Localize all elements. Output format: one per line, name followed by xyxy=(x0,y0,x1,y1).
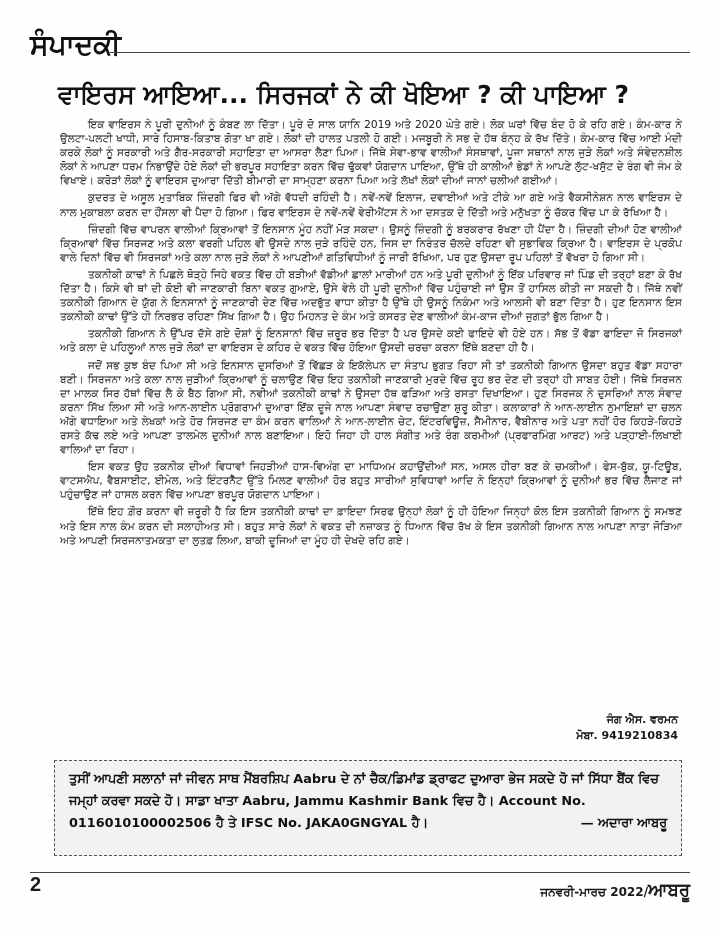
paragraph-1: ਇਕ ਵਾਇਰਸ ਨੇ ਪੂਰੀ ਦੁਨੀਆਂ ਨੂੰ ਕੰਬਣ ਲਾ ਦਿੱਤਾ। ਪੂਰੇ ਦੋ ਸਾਲ ਯਾਨਿ 2019 ਅਤੇ 2020 ਘੇਤੇ ਗਏ। ਲੋਕ ਘਰਾਂ ਵਿੱਚ ਬੰਦ ਹੋ ਕੇ ਰਹਿ ਗਏ। ਕੰਮ-ਕਾਰ ਨੇ ਉਲਟਾ-ਪਲਟੀ ਖਾਧੀ, ਸਾਰੇ ਹਿਸਾਬ-ਕਿਤਾਬ ਗੋਤਾ ਖਾ ਗਏ। ਲੋਕਾਂ ਦੀ ਹਾਲਤ ਪਤਲੀ ਹੋ ਗਈ। ਮਜਬੂਰੀ ਨੇ ਸਭ ਦੇ ਹੱਥ ਬੰਨ੍ਹ ਕੇ ਰੱਖ ਦਿੱਤੇ। ਕੰਮ-ਕਾਰ ਵਿੱਚ ਆਈ ਮੰਦੀ ਕਰਕੇ ਲੋਕਾਂ ਨੂੰ ਸਰਕਾਰੀ ਅਤੇ ਗੈਰ-ਸਰਕਾਰੀ ਸਹਾਇਤਾ ਦਾ ਆਸਰਾ ਲੈਣਾ ਪਿਆ। ਜਿੱਥੇ ਸੇਵਾ-ਭਾਵ ਵਾਲੀਆਂ ਸੰਸਥਾਵਾਂ, ਪੂਜਾ ਸਥਾਨਾਂ ਨਾਲ ਜੁੜੇ ਲੋਕਾਂ ਅਤੇ ਸੰਵੇਦਨਸ਼ੀਲ ਲੋਕਾਂ ਨੇ ਆਪਣਾ ਧਰਮ ਨਿਭਾਉਂਦੇ ਹੋਏ ਲੋਕਾਂ ਦੀ ਭਰਪੂਰ ਸਹਾਇਤਾ ਕਰਨ ਵਿੱਚ ਢੁੱਕਵਾਂ ਯੋਗਦਾਨ ਪਾਇਆ, ਉੱਥੇ ਹੀ ਕਾਲੀਆਂ ਭੇਡਾਂ ਨੇ ਆਪਣੇ ਲੁੱਟ-ਖਸੁੱਟ ਦੇ ਰੰਗ ਵੀ ਜੰਮ ਕੇ ਵਿਖਾਏ। ਕਰੋੜਾਂ ਲੋਕਾਂ ਨੂੰ ਵਾਇਰਸ ਦੁਆਰਾ ਦਿੱਤੀ ਬੀਮਾਰੀ ਦਾ ਸਾਮ੍ਹਣਾ ਕਰਨਾ ਪਿਆ ਅਤੇ ਲੱਖਾਂ ਲੋਕਾਂ ਦੀਆਂ ਜਾਨਾਂ ਚਲੀਆਂ ਗਈਆਂ। xyxy=(60,119,682,188)
section-label: ਸੰਪਾਦਕੀ xyxy=(30,28,121,61)
author-mobile: ਮੋਬਾ. 9419210834 xyxy=(576,729,678,742)
header-rule xyxy=(110,52,690,53)
headline: ਵਾਇਰਸ ਆਇਆ... ਸਿਰਜਕਾਂ ਨੇ ਕੀ ਖੋਇਆ ? ਕੀ ਪਾਇਆ ? xyxy=(58,80,630,109)
author-name: ਜੰਗ ਐਸ. ਵਰਮਨ xyxy=(606,713,678,726)
notice-credit: — ਅਦਾਰਾ ਆਬਰੂ xyxy=(580,816,667,831)
footer-issue xyxy=(540,880,690,901)
footer-rule xyxy=(30,872,690,873)
paragraph-3: ਜ਼ਿੰਦਗੀ ਵਿੱਚ ਵਾਪਰਨ ਵਾਲੀਆਂ ਕ੍ਰਿਆਵਾਂ ਤੋਂ ਇਨਸਾਨ ਮੂੰਹ ਨਹੀਂ ਮੋੜ ਸਕਦਾ। ਉਸਨੂੰ ਜ਼ਿੰਦਗੀ ਨੂੰ ਬਰਕਰਾਰ ਰੱਖਣਾ ਹੀ ਪੈਂਦਾ ਹੈ। ਜ਼ਿੰਦਗੀ ਦੀਆਂ ਹੋਣ ਵਾਲੀਆਂ ਕ੍ਰਿਆਵਾਂ ਵਿੱਚ ਸਿਰਜਣ ਅਤੇ ਕਲਾ ਵਰਗੀ ਪਹਿਲ ਵੀ ਉਸਦੇ ਨਾਲ ਜੁੜੇ ਰਹਿੰਦੇ ਹਨ, ਜਿਸ ਦਾ ਨਿਰੰਤਰ ਚੱਲਦੇ ਰਹਿਣਾ ਵੀ ਸੁਭਾਵਿਕ ਕ੍ਰਿਆ ਹੈ। ਵਾਇਰਸ ਦੇ ਪ੍ਰਕੋਪ ਵਾਲੇ ਦਿਨਾਂ ਵਿੱਚ ਵੀ ਸਿਰਜਕਾਂ ਅਤੇ ਕਲਾ ਨਾਲ ਜੁੜੇ ਲੋਕਾਂ ਨੇ ਆਪਣੀਆਂ ਗਤਿਵਿਧੀਆਂ ਨੂੰ ਜਾਰੀ ਰੱਖਿਆ, ਪਰ ਹੁਣ ਉਸਦਾ ਰੂਪ ਪਹਿਲਾਂ ਤੋਂ ਵੱਖਰਾ ਹੋ ਗਿਆ ਸੀ। xyxy=(60,223,682,264)
paragraph-4: ਤਕਨੀਕੀ ਕਾਢਾਂ ਨੇ ਪਿਛਲੇ ਥੋੜ੍ਹੇ ਜਿਹੇ ਵਕਤ ਵਿੱਚ ਹੀ ਬੜੀਆਂ ਵੱਡੀਆਂ ਛਾਲਾਂ ਮਾਰੀਆਂ ਹਨ ਅਤੇ ਪੂਰੀ ਦੁਨੀਆਂ ਨੂੰ ਇੱਕ ਪਰਿਵਾਰ ਜਾਂ ਪਿੰਡ ਦੀ ਤਰ੍ਹਾਂ ਬਣਾ ਕੇ ਰੱਖ ਦਿੱਤਾ ਹੈ। ਕਿਸੇ ਵੀ ਥਾਂ ਦੀ ਕੋਈ ਵੀ ਜਾਣਕਾਰੀ ਬਿਨਾ ਵਕਤ ਗੁਆਏ, ਉਸੇ ਵੇਲੇ ਹੀ ਪੂਰੀ ਦੁਨੀਆਂ ਵਿੱਚ ਪਹੁੰਚਾਈ ਜਾਂ ਉਸ ਤੋਂ ਹਾਸਿਲ ਕੀਤੀ ਜਾ ਸਕਦੀ ਹੈ। ਜਿੱਥੇ ਨਵੀਂ ਤਕਨੀਕੀ ਗਿਆਨ ਦੇ ਯੁੱਗ ਨੇ ਇਨਸਾਨਾਂ ਨੂੰ ਜਾਣਕਾਰੀ ਦੇਣ ਵਿੱਚ ਅਦਭੁੱਤ ਵਾਧਾ ਕੀਤਾ ਹੈ ਉੱਥੇ ਹੀ ਉਸਨੂੰ ਨਿਕੰਮਾ ਅਤੇ ਆਲਸੀ ਵੀ ਬਣਾ ਦਿੱਤਾ ਹੈ। ਹੁਣ ਇਨਸਾਨ ਇਸ ਤਕਨੀਕੀ ਕਾਢਾਂ ਉੱਤੇ ਹੀ ਨਿਰਭਰ ਰਹਿਣਾ ਸਿੱਖ ਗਿਆ ਹੈ। ਉਹ ਮਿਹਨਤ ਦੇ ਕੰਮ ਅਤੇ ਕਸਰਤ ਦੇਣ ਵਾਲੀਆਂ ਕੰਮ-ਕਾਜ ਦੀਆਂ ਜੁਗਤਾਂ ਭੁੱਲ ਗਿਆ ਹੈ। xyxy=(60,268,682,324)
paragraph-2: ਕੁਦਰਤ ਦੇ ਅਸੂਲ ਮੁਤਾਬਿਕ ਜ਼ਿੰਦਗੀ ਫਿਰ ਵੀ ਅੱਗੇ ਵੱਧਦੀ ਰਹਿੰਦੀ ਹੈ। ਨਵੇਂ-ਨਵੇਂ ਇਲਾਜ, ਦਵਾਈਆਂ ਅਤੇ ਟੀਕੇ ਆ ਗਏ ਅਤੇ ਵੈਕਸੀਨੇਸ਼ਨ ਨਾਲ ਵਾਇਰਸ ਦੇ ਨਾਲ ਮੁਕਾਬਲਾ ਕਰਨ ਦਾ ਹੌਂਸਲਾ ਵੀ ਪੈਦਾ ਹੋ ਗਿਆ। ਫਿਰ ਵਾਇਰਸ ਦੇ ਨਵੇਂ-ਨਵੇਂ ਵੇਰੀਐਂਟਸ ਨੇ ਆ ਦਸਤਕ ਦੇ ਦਿੱਤੀ ਅਤੇ ਮਨੁੱਖਤਾ ਨੂੰ ਚੱਕਰ ਵਿੱਚ ਪਾ ਕੇ ਰੱਖਿਆ ਹੈ। xyxy=(60,192,682,219)
notice-text: ਤੁਸੀਂ ਆਪਣੀ ਸਲਾਨਾਂ ਜਾਂ ਜੀਵਨ ਸਾਥ ਮੈਂਬਰਸ਼ਿਪ Aabru ਦੇ ਨਾਂ ਚੈਕ/ਡਿਮਾਂਡ ਡ੍ਰਾਫਟ ਦੁਆਰਾ ਭੇਜ ਸਕਦੇ ਹੋ ਜਾਂ ਸਿੱਧਾ ਬੈਂਕ ਵਿਚ ਜਮ੍ਹਾਂ ਕਰਵਾ ਸਕਦੇ ਹੋ। ਸਾਡਾ ਖਾਤਾ Aabru, Jammu Kashmir Bank ਵਿਚ ਹੈ। Account No. 0116010100002506 ਹੈ ਤੇ IFSC No. JAKA0GNGYAL ਹੈ। xyxy=(69,772,659,831)
magazine-name: ਆਬਰੂ xyxy=(648,880,690,901)
page-number: 2 xyxy=(30,874,42,896)
author-block xyxy=(576,712,678,744)
membership-notice xyxy=(54,760,682,856)
paragraph-5: ਤਕਨੀਕੀ ਗਿਆਨ ਨੇ ਉੱਪਰ ਦੱਸੇ ਗਏ ਦੋਸ਼ਾਂ ਨੂੰ ਇਨਸਾਨਾਂ ਵਿੱਚ ਜ਼ਰੂਰ ਭਰ ਦਿੱਤਾ ਹੈ ਪਰ ਉਸਦੇ ਕਈ ਫਾਇਦੇ ਵੀ ਹੋਏ ਹਨ। ਸੱਭ ਤੋਂ ਵੱਡਾ ਫਾਇਦਾ ਜੋ ਸਿਰਜਕਾਂ ਅਤੇ ਕਲਾ ਦੇ ਪਹਿਲੂਆਂ ਨਾਲ ਜੁੜੇ ਲੋਕਾਂ ਦਾ ਵਾਇਰਸ ਦੇ ਕਹਿਰ ਦੇ ਵਕਤ ਵਿੱਚ ਹੋਇਆ ਉਸਦੀ ਚਰਚਾ ਕਰਨਾ ਇੱਥੇ ਬਣਦਾ ਹੀ ਹੈ। xyxy=(60,328,682,355)
paragraph-8: ਇੱਥੇ ਇਹ ਗ਼ੌਰ ਕਰਨਾ ਵੀ ਜ਼ਰੂਰੀ ਹੈ ਕਿ ਇਸ ਤਕਨੀਕੀ ਕਾਢਾਂ ਦਾ ਫ਼ਾਇਦਾ ਸਿਰਫ ਉਨ੍ਹਾਂ ਲੋਕਾਂ ਨੂੰ ਹੀ ਹੋਇਆ ਜਿਨ੍ਹਾਂ ਕੋਲ ਇਸ ਤਕਨੀਕੀ ਗਿਆਨ ਨੂੰ ਸਮਝਣ ਅਤੇ ਇਸ ਨਾਲ ਕੰਮ ਕਰਨ ਦੀ ਸਲਾਹੀਅਤ ਸੀ। ਬਹੁਤ ਸਾਰੇ ਲੋਕਾਂ ਨੇ ਵਕਤ ਦੀ ਨਜ਼ਾਕਤ ਨੂੰ ਧਿਆਨ ਵਿੱਚ ਰੱਖ ਕੇ ਇਸ ਤਕਨੀਕੀ ਗਿਆਨ ਨਾਲ ਆਪਣਾ ਨਾਤਾ ਜੋੜਿਆ ਅਤੇ ਆਪਣੀ ਸਿਰਜਨਾਤਮਕਤਾ ਦਾ ਲੁਤਫ਼ ਲਿਆ, ਬਾਕੀ ਦੂਜਿਆਂ ਦਾ ਮੂੰਹ ਹੀ ਦੇਖਦੇ ਰਹਿ ਗਏ। xyxy=(60,506,682,547)
paragraph-7: ਇਸ ਵਕਤ ਉਹ ਤਕਨੀਕ ਦੀਆਂ ਵਿਧਾਵਾਂ ਜਿਹੜੀਆਂ ਹਾਸ-ਵਿਅੰਗ ਦਾ ਮਾਧਿਅਮ ਕਹਾਉਂਦੀਆਂ ਸਨ, ਅਸਲ ਹੀਰਾ ਬਣ ਕੇ ਚਮਕੀਆਂ। ਫੇਸ-ਬੁੱਕ, ਯੂ-ਟਿਊਬ, ਵਾਟਸਐਪ, ਵੈਬਸਾਈਟ, ਈਮੇਲ, ਅਤੇ ਇੰਟਰਨੈੱਟ ਉੱਤੇ ਮਿਲਣ ਵਾਲੀਆਂ ਹੋਰ ਬਹੁਤ ਸਾਰੀਆਂ ਸੁਵਿਧਾਵਾਂ ਆਦਿ ਨੇ ਇਨ੍ਹਾਂ ਕ੍ਰਿਆਵਾਂ ਨੂੰ ਦੁਨੀਆਂ ਭਰ ਵਿੱਚ ਲੈਜਾਣ ਜਾਂ ਪਹੁੰਚਾਉਣ ਜਾਂ ਹਾਸਲ ਕਰਨ ਵਿੱਚ ਆਪਣਾ ਭਰਪੂਰ ਯੋਗਦਾਨ ਪਾਇਆ। xyxy=(60,461,682,502)
paragraph-6: ਜਦੋਂ ਸਭ ਕੁਝ ਬੰਦ ਪਿਆ ਸੀ ਅਤੇ ਇਨਸਾਨ ਦੁਸਰਿਆਂ ਤੋਂ ਵਿੱਛੜ ਕੇ ਇਕੱਲੇਪਨ ਦਾ ਸੰਤਾਪ ਭੁਗਤ ਰਿਹਾ ਸੀ ਤਾਂ ਤਕਨੀਕੀ ਗਿਆਨ ਉਸਦਾ ਬਹੁਤ ਵੱਡਾ ਸਹਾਰਾ ਬਣੀ। ਸਿਰਜਨਾ ਅਤੇ ਕਲਾ ਨਾਲ ਜੁੜੀਆਂ ਕ੍ਰਿਆਵਾਂ ਨੂੰ ਚਲਾਉਣ ਵਿੱਚ ਇਹ ਤਕਨੀਕੀ ਜਾਣਕਾਰੀ ਮੁਰਦੇ ਵਿੱਚ ਰੂਹ ਭਰ ਦੇਣ ਦੀ ਤਰ੍ਹਾਂ ਹੀ ਸਾਬਤ ਹੋਈ। ਜਿੱਥੇ ਸਿਰਜਨ ਦਾ ਮਾਲਕ ਸਿਰ ਹੱਥਾਂ ਵਿੱਚ ਲੈ ਕੇ ਬੈਠ ਗਿਆ ਸੀ, ਨਵੀਆਂ ਤਕਨੀਕੀ ਕਾਢਾਂ ਨੇ ਉਸਦਾ ਹੱਥ ਫੜਿਆ ਅਤੇ ਰਸਤਾ ਦਿਖਾਇਆ। ਹੁਣ ਸਿਰਜਕ ਨੇ ਦੁਸਰਿਆਂ ਨਾਲ ਸੰਵਾਦ ਕਰਨਾ ਸਿੱਖ ਲਿਆ ਸੀ ਅਤੇ ਆਨ-ਲਾਈਨ ਪ੍ਰੋਗਰਾਮਾਂ ਦੁਆਰਾ ਇੱਕ ਦੂਜੇ ਨਾਲ ਆਪਣਾ ਸੰਵਾਦ ਰਚਾਉਣਾ ਸ਼ੁਰੂ ਕੀਤਾ। ਕਲਾਕਾਰਾਂ ਨੇ ਆਨ-ਲਾਈਨ ਨੁਮਾਇਸ਼ਾਂ ਦਾ ਚਲਨ ਅੱਗੇ ਵਧਾਇਆ ਅਤੇ ਲੇਖਕਾਂ ਅਤੇ ਹੋਰ ਸਿਰਜਣ ਦਾ ਕੰਮ ਕਰਨ ਵਾਲਿਆਂ ਨੇ ਆਨ-ਲਾਈਨ ਚੇਟ, ਇੰਟਰਵਿਊਜ਼, ਸੈਮੀਨਾਰ, ਵੈਬੀਨਾਰ ਅਤੇ ਪਤਾ ਨਹੀਂ ਹੋਰ ਕਿਹੜੇ-ਕਿਹੜੇ ਰਸਤੇ ਕੱਢ ਲਏ ਅਤੇ ਆਪਣਾ ਤਾਲਮੇਲ ਦੁਨੀਆਂ ਨਾਲ ਬਣਾਇਆ। ਇਹੋ ਜਿਹਾ ਹੀ ਹਾਲ ਸੰਗੀਤ ਅਤੇ ਰੰਗ ਕਰਮੀਆਂ (ਪ੍ਰਫਾਰਮਿੰਗ ਆਰਟ) ਅਤੇ ਪੜ੍ਹਾਈ-ਲਿਖਾਈ ਵਾਲਿਆਂ ਦਾ ਰਿਹਾ। xyxy=(60,359,682,457)
article-body xyxy=(60,118,682,551)
issue-date: ਜਨਵਰੀ-ਮਾਰਚ 2022/ xyxy=(540,885,649,899)
